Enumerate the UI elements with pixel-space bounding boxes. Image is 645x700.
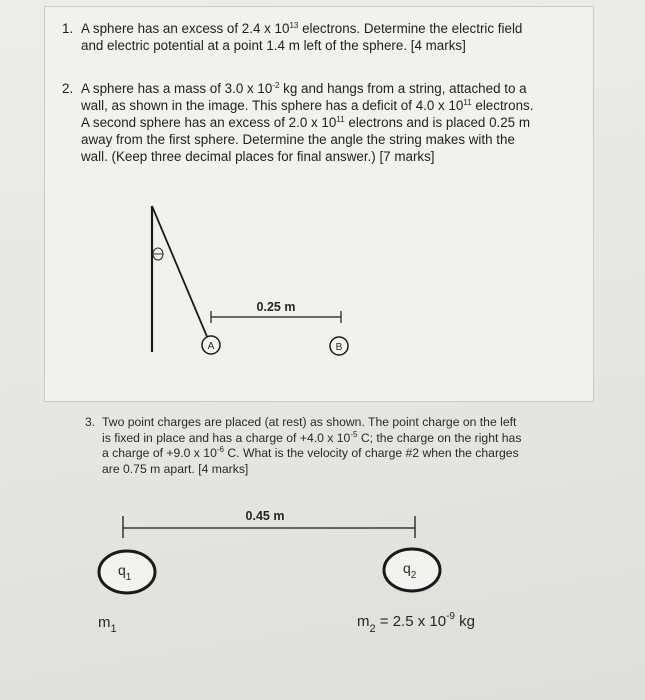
q3-line3-exponent: -6 bbox=[216, 445, 224, 454]
q3-line4: are 0.75 m apart. [4 marks] bbox=[102, 461, 249, 476]
distance-label-045: 0.45 m bbox=[245, 509, 285, 523]
q3-line1: Two point charges are placed (at rest) as shown. The point charge on the left bbox=[102, 415, 517, 429]
q1-exponent: 13 bbox=[289, 21, 299, 30]
q2-line3-b: electrons and is placed 0.25 m bbox=[344, 115, 531, 130]
q2-line3-a: A second sphere has an excess of 2.0 x 10 bbox=[81, 115, 337, 130]
q2-line4: away from the first sphere. Determine the angle the string makes with the bbox=[81, 132, 515, 147]
q1-line1-b: electrons. Determine the electric field bbox=[298, 21, 523, 36]
mass-2-label: $m_2 = 2.5$ x $10^{-9}$ kg bbox=[357, 611, 476, 635]
q2-diagram bbox=[152, 206, 348, 355]
q2-line5: wall. (Keep three decimal places for final answer.) [7 marks] bbox=[81, 149, 435, 164]
q1-line1-a: A sphere has an excess of 2.4 x 10 bbox=[81, 21, 290, 36]
q3-line2-exponent: -5 bbox=[350, 429, 358, 439]
q2-line1-exponent: -2 bbox=[272, 81, 280, 90]
mass-1-label: $m_1$ bbox=[98, 614, 117, 635]
q2-line2-b: electrons. bbox=[471, 98, 534, 113]
string-line bbox=[152, 206, 208, 339]
distance-label-025: 0.25 m bbox=[256, 300, 296, 314]
q3-line2-b: C; the charge on the right has bbox=[357, 430, 522, 445]
sphere-a-label: A bbox=[207, 341, 215, 352]
q2-line2-a: wall, as shown in the image. This sphere has a deficit of 4.0 x 10 bbox=[81, 98, 464, 113]
q2-line1-a: A sphere has a mass of 3.0 x 10 bbox=[81, 81, 273, 96]
q3-line3-b: C. What is the velocity of charge #2 when the charges bbox=[223, 446, 519, 460]
question-2-number: 2. bbox=[62, 81, 74, 96]
q3-line2-a: is fixed in place and has a charge of +4.0 x 10 bbox=[102, 430, 351, 445]
q2-line1-b: kg and hangs from a string, attached to a bbox=[279, 81, 527, 96]
q1-line2: and electric potential at a point 1.4 m left of the sphere. [4 marks] bbox=[81, 38, 466, 53]
charge-1-label: $q_1$ bbox=[118, 562, 132, 583]
question-1-number: 1. bbox=[62, 21, 74, 36]
question-3-text bbox=[102, 415, 521, 477]
sphere-b-label: B bbox=[335, 342, 343, 353]
q3-diagram bbox=[98, 509, 475, 635]
question-3-number: 3. bbox=[85, 415, 96, 429]
charge-2-label: $q_2$ bbox=[403, 560, 417, 581]
q2-line3-exponent: 11 bbox=[336, 115, 345, 124]
q2-line2-exponent: 11 bbox=[463, 98, 472, 107]
q3-line3-a: a charge of +9.0 x 10 bbox=[102, 446, 217, 460]
